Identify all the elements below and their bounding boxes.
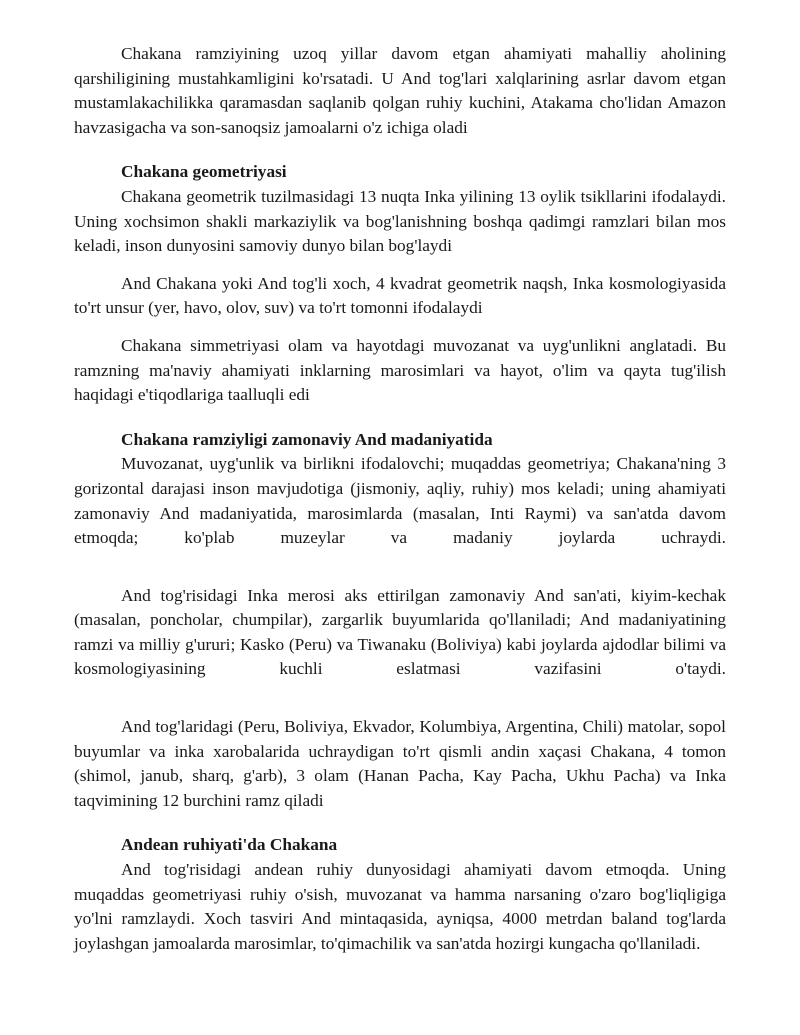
spacer: [74, 813, 726, 833]
paragraph-resilience: Chakana ramziyining uzoq yillar davom etgan ahamiyati mahalliy aholining qarshiligining mustahkamligini ko'rsatadi. U And tog'lari xalqlarining asrlar davom etgan mustamlakachilikka qaramasdan saqlanib qolgan ruhiy kuchini, Atakama cho'lidan Amazon havzasigacha va son-sanoqsiz jamoalarni o'z ichiga oladi: [74, 44, 726, 137]
spacer: [74, 259, 726, 272]
heading-modern-culture: Chakana ramziyligi zamonaviy And madaniyatida: [121, 429, 493, 449]
heading-geometry: Chakana geometriyasi: [121, 162, 287, 182]
paragraph-spiritual-world: And tog'risidagi andean ruhiy dunyosidagi ahamiyati davom etmoqda. Uning muqaddas geometriyasi ruhiy o'sish, muvozanat va hamma narsaning o'zaro bog'liqligiga yo'lni ramzlaydi. Xoch tasviri And mintaqasida, ayniqsa, 4000 metrdan baland tog'larda joylashgan jamoalarda marosimlar, to'qimachilik va san'atda hozirgi kungacha qo'llaniladi.: [74, 860, 726, 953]
paragraph-13-points: Chakana geometrik tuzilmasidagi 13 nuqta Inka yilining 13 oylik tsikllarini ifodalaydi. Uning xochsimon shakli markaziylik va bog'lanishning boshqa qadimgi ramzlari bilan mos keladi, inson dunyosini samoviy dunyo bilan bog'laydi: [74, 186, 726, 256]
paragraph-balance-harmony: Muvozanat, uyg'unlik va birlikni ifodalovchi; muqaddas geometriya; Chakana'ning 3 gorizontal darajasi inson mavjudotiga (jismoniy, aqliy, ruhiy) mos keladi; uning ahamiyati zamonaviy And madaniyatida, marosimlarda (masalan, Inti Raymi) va san'atda davom etmoqda; ko'plab muzeylar va madaniy joylarda uchraydi.: [74, 454, 726, 548]
paragraph-andean-cross: And Chakana yoki And tog'li xoch, 4 kvadrat geometrik naqsh, Inka kosmologiyasida to'rt unsur (yer, havo, olov, suv) va to'rt tomonni ifodalaydi: [74, 273, 726, 318]
heading-spirituality: Andean ruhiyati'da Chakana: [121, 835, 338, 855]
spacer: [74, 682, 726, 715]
paragraph-four-part-cross: And tog'laridagi (Peru, Boliviya, Ekvador, Kolumbiya, Argentina, Chili) matolar, sopol buyumlar va inka xarobalarida uchraydigan to'rt qismli andin xaçasi Chakana, 4 tomon (shimol, janub, sharq, g'arb), 3 olam (Hanan Pacha, Kay Pacha, Ukhu Pacha) va Inka taqvimining 12 burchini ramz qiladi: [74, 717, 726, 810]
spacer: [74, 321, 726, 334]
paragraph-inka-heritage: And tog'risidagi Inka merosi aks ettirilgan zamonaviy And san'ati, kiyim-kechak (masalan, poncholar, chumpilar), zargarlik buyumlarida qo'llaniladi; And madaniyatining ramzi va milliy g'ururi; Kasko (Peru) va Tiwanaku (Boliviya) kabi joylarda ajdodlar bilimi va kosmologiyasining kuchli eslatmasi vazifasini o'taydi.: [74, 585, 726, 679]
spacer: [74, 408, 726, 428]
spacer: [74, 140, 726, 160]
paragraph-symmetry: Chakana simmetriyasi olam va hayotdagi muvozanat va uyg'unlikni anglatadi. Bu ramzning ma'naviy ahamiyati inklarning marosimlari va hayot, o'lim va qayta tug'ilish haqidagi e'tiqodlariga taalluqli edi: [74, 335, 726, 405]
spacer: [74, 551, 726, 584]
